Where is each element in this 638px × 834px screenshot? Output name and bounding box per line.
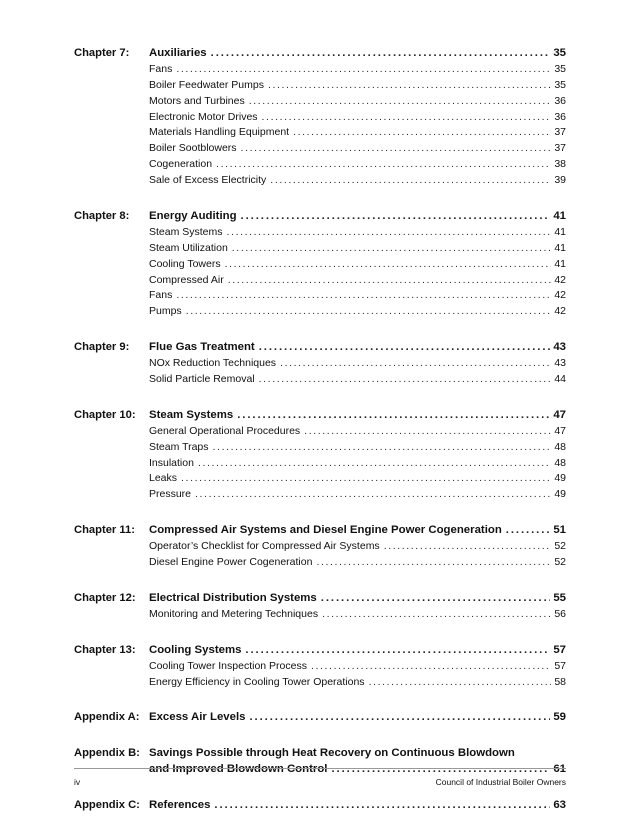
- page-number: 51: [553, 524, 566, 537]
- toc-entry: [149, 304, 566, 320]
- page-number: 41: [554, 241, 566, 254]
- section-title: Monitoring and Metering Techniques: [149, 607, 319, 620]
- section-title: Cooling Towers: [149, 257, 221, 270]
- toc-entry: [149, 408, 566, 424]
- toc-section-row[interactable]: [74, 304, 566, 320]
- toc-chapter: [74, 209, 566, 320]
- chapter-title: and Improved Blowdown Control: [149, 763, 328, 776]
- toc-section-row[interactable]: [74, 555, 566, 571]
- toc-chapter: [74, 643, 566, 691]
- dot-leader: [225, 257, 552, 273]
- dot-leader: [211, 46, 551, 62]
- section-title: Pumps: [149, 305, 182, 318]
- dot-leader: [213, 440, 552, 456]
- page-number: 63: [553, 799, 566, 812]
- page-number: 36: [554, 94, 566, 107]
- chapter-label: Chapter 10:: [74, 408, 136, 421]
- toc-entry: [149, 110, 566, 126]
- section-title: Materials Handling Equipment: [149, 126, 290, 139]
- toc-entry: [149, 241, 566, 257]
- page-number: 58: [554, 675, 566, 688]
- dot-leader: [262, 110, 552, 126]
- page-number: 55: [553, 591, 566, 604]
- section-title: Fans: [149, 62, 173, 75]
- page-number: 41: [554, 225, 566, 238]
- page-number: 47: [553, 408, 566, 421]
- toc-entry: [149, 675, 566, 691]
- page-number: 59: [553, 711, 566, 724]
- toc-entry: [149, 440, 566, 456]
- dot-leader: [232, 241, 552, 257]
- dot-leader: [304, 424, 551, 440]
- dot-leader: [322, 607, 551, 623]
- toc-section-row[interactable]: [74, 607, 566, 623]
- section-title: Fans: [149, 289, 173, 302]
- chapter-label: Chapter 7:: [74, 47, 130, 59]
- footer-page-number: iv: [74, 777, 81, 787]
- footer-publisher: Council of Industrial Boiler Owners: [435, 777, 566, 787]
- toc-section-row[interactable]: [74, 78, 566, 94]
- toc-entry: [149, 762, 566, 778]
- toc-entry: [149, 340, 566, 356]
- chapter-title: Energy Auditing: [149, 210, 237, 223]
- toc-entry: [149, 710, 566, 726]
- dot-leader: [195, 487, 551, 503]
- toc-chapter-row[interactable]: [74, 643, 566, 659]
- page-number: 49: [554, 488, 566, 501]
- chapter-title: Cooling Systems: [149, 643, 242, 656]
- toc-entry: [149, 798, 566, 814]
- page-number: 37: [554, 126, 566, 139]
- dot-leader: [181, 471, 551, 487]
- chapter-title: Excess Air Levels: [149, 711, 246, 724]
- section-title: Diesel Engine Power Cogeneration: [149, 556, 313, 569]
- toc-section-row[interactable]: [74, 356, 566, 372]
- toc-section-row[interactable]: [74, 288, 566, 304]
- toc-chapter: [74, 523, 566, 571]
- page-number: 35: [553, 47, 566, 59]
- toc-section-row[interactable]: [74, 94, 566, 110]
- toc-entry: [149, 46, 566, 62]
- page-number: 42: [554, 289, 566, 302]
- chapter-title: Auxiliaries: [149, 47, 207, 59]
- section-title: NOx Reduction Techniques: [149, 357, 277, 370]
- chapter-title: References: [149, 799, 211, 812]
- page-number: 48: [554, 440, 566, 453]
- dot-leader: [259, 372, 552, 388]
- toc-entry: [149, 273, 566, 289]
- section-title: Insulation: [149, 456, 194, 469]
- dot-leader: [227, 225, 552, 241]
- page-number: 39: [554, 174, 566, 187]
- toc-section-row[interactable]: [74, 456, 566, 472]
- toc-chapter: [74, 746, 566, 778]
- dot-leader: [176, 288, 551, 304]
- toc-chapter: [74, 710, 566, 726]
- dot-leader: [369, 675, 552, 691]
- toc-chapter-row[interactable]: [74, 209, 566, 225]
- toc-chapter-row[interactable]: [74, 408, 566, 424]
- page-number: 49: [554, 472, 566, 485]
- toc-section-row[interactable]: [74, 471, 566, 487]
- section-title: Cooling Tower Inspection Process: [149, 659, 307, 672]
- dot-leader: [293, 125, 551, 141]
- page-number: 35: [554, 78, 566, 91]
- page-number: 41: [554, 257, 566, 270]
- toc-section-row[interactable]: [74, 440, 566, 456]
- toc-section-row[interactable]: [74, 273, 566, 289]
- dot-leader: [270, 173, 551, 189]
- dot-leader: [249, 710, 550, 726]
- dot-leader: [311, 659, 551, 675]
- page-number: 43: [554, 357, 566, 370]
- toc-entry: [149, 141, 566, 157]
- chapter-label: Appendix A:: [74, 711, 140, 724]
- section-title: Steam Traps: [149, 440, 209, 453]
- dot-leader: [176, 62, 551, 78]
- page-number: 52: [554, 540, 566, 553]
- dot-leader: [186, 304, 552, 320]
- toc-entry: [149, 487, 566, 503]
- page-number: 57: [554, 659, 566, 672]
- toc-entry: [149, 659, 566, 675]
- toc-chapter-row[interactable]: [74, 46, 566, 62]
- chapter-label: Chapter 13:: [74, 643, 136, 656]
- section-title: Energy Efficiency in Cooling Tower Operations: [149, 675, 365, 688]
- section-title: Sale of Excess Electricity: [149, 174, 267, 187]
- section-title: Boiler Sootblowers: [149, 142, 237, 155]
- chapter-title: Savings Possible through Heat Recovery on Continuous Blowdown: [149, 747, 515, 760]
- page-number: 37: [554, 142, 566, 155]
- section-title: Pressure: [149, 488, 192, 501]
- section-title: Leaks: [149, 472, 178, 485]
- chapter-title: Steam Systems: [149, 408, 234, 421]
- page-number: 41: [553, 210, 566, 223]
- toc-entry: [149, 288, 566, 304]
- chapter-label: Chapter 8:: [74, 210, 130, 223]
- dot-leader: [214, 798, 550, 814]
- section-title: Motors and Turbines: [149, 94, 245, 107]
- toc-chapter-row[interactable]: [74, 523, 566, 539]
- page-number: 52: [554, 556, 566, 569]
- page-number: 61: [553, 763, 566, 776]
- dot-leader: [245, 643, 550, 659]
- section-title: Boiler Feedwater Pumps: [149, 78, 264, 91]
- toc-section-row[interactable]: [74, 539, 566, 555]
- dot-leader: [506, 523, 551, 539]
- toc-section-row[interactable]: [74, 257, 566, 273]
- dot-leader: [237, 408, 550, 424]
- chapter-title: Compressed Air Systems and Diesel Engine Power Cogeneration: [149, 524, 502, 537]
- page-number: 43: [553, 341, 566, 354]
- toc-chapter-row[interactable]: [74, 798, 566, 814]
- toc-entry: [149, 94, 566, 110]
- toc-entry: [149, 555, 566, 571]
- chapter-label: Appendix B:: [74, 747, 140, 760]
- section-title: Operator’s Checklist for Compressed Air Systems: [149, 540, 380, 553]
- toc-entry: [149, 523, 566, 539]
- toc-entry: [149, 746, 566, 762]
- section-title: Steam Utilization: [149, 241, 228, 254]
- toc-entry: [149, 257, 566, 273]
- page-number: 35: [554, 62, 566, 75]
- dot-leader: [259, 340, 551, 356]
- dot-leader: [268, 78, 551, 94]
- toc-section-row[interactable]: [74, 372, 566, 388]
- dot-leader: [316, 555, 551, 571]
- toc-chapter-row[interactable]: [74, 762, 566, 778]
- toc-section-row[interactable]: [74, 125, 566, 141]
- toc-chapter-row[interactable]: [74, 746, 566, 762]
- toc-entry: [149, 356, 566, 372]
- toc-section-row[interactable]: [74, 241, 566, 257]
- page-number: 56: [554, 607, 566, 620]
- toc-entry: [149, 456, 566, 472]
- page-number: 48: [554, 456, 566, 469]
- toc-entry: [149, 471, 566, 487]
- chapter-title: Flue Gas Treatment: [149, 341, 255, 354]
- toc-chapter: [74, 408, 566, 503]
- page-number: 44: [554, 373, 566, 386]
- toc-chapter-row[interactable]: [74, 340, 566, 356]
- toc-chapter: [74, 46, 566, 189]
- toc-entry: [149, 78, 566, 94]
- dot-leader: [331, 762, 550, 778]
- chapter-label: Chapter 9:: [74, 341, 130, 354]
- toc-chapter-row[interactable]: [74, 591, 566, 607]
- page-number: 38: [554, 158, 566, 171]
- toc-entry: [149, 173, 566, 189]
- section-title: Solid Particle Removal: [149, 373, 255, 386]
- toc-section-row[interactable]: [74, 225, 566, 241]
- dot-leader: [321, 591, 551, 607]
- toc-section-row[interactable]: [74, 141, 566, 157]
- dot-leader: [249, 94, 552, 110]
- toc-entry: [149, 607, 566, 623]
- toc-entry: [149, 209, 566, 225]
- section-title: Electronic Motor Drives: [149, 110, 258, 123]
- toc-chapter: [74, 340, 566, 388]
- chapter-title: Electrical Distribution Systems: [149, 591, 317, 604]
- toc-entry: [149, 643, 566, 659]
- toc-chapter-row[interactable]: [74, 710, 566, 726]
- table-of-contents: [74, 46, 566, 834]
- toc-section-row[interactable]: [74, 424, 566, 440]
- chapter-label: Chapter 11:: [74, 524, 135, 537]
- section-title: Steam Systems: [149, 225, 223, 238]
- page-number: 42: [554, 305, 566, 318]
- toc-entry: [149, 125, 566, 141]
- page-number: 42: [554, 273, 566, 286]
- toc-section-row[interactable]: [74, 675, 566, 691]
- toc-section-row[interactable]: [74, 110, 566, 126]
- toc-entry: [149, 157, 566, 173]
- toc-section-row[interactable]: [74, 157, 566, 173]
- dot-leader: [241, 141, 552, 157]
- section-title: Cogeneration: [149, 158, 213, 171]
- dot-leader: [198, 456, 551, 472]
- dot-leader: [280, 356, 551, 372]
- dot-leader: [228, 273, 552, 289]
- chapter-label: Chapter 12:: [74, 591, 136, 604]
- toc-entry: [149, 424, 566, 440]
- dot-leader: [384, 539, 552, 555]
- toc-section-row[interactable]: [74, 173, 566, 189]
- page-number: 47: [554, 424, 566, 437]
- page-number: 36: [554, 110, 566, 123]
- toc-entry: [149, 62, 566, 78]
- toc-chapter: [74, 591, 566, 623]
- section-title: Compressed Air: [149, 273, 224, 286]
- dot-leader: [216, 157, 551, 173]
- toc-section-row[interactable]: [74, 659, 566, 675]
- toc-entry: [149, 539, 566, 555]
- dot-leader: [241, 209, 551, 225]
- page-number: 57: [553, 643, 566, 656]
- toc-section-row[interactable]: [74, 62, 566, 78]
- toc-section-row[interactable]: [74, 487, 566, 503]
- chapter-label: Appendix C:: [74, 799, 140, 812]
- section-title: General Operational Procedures: [149, 424, 301, 437]
- toc-chapter: [74, 798, 566, 814]
- toc-entry: [149, 372, 566, 388]
- toc-entry: [149, 225, 566, 241]
- toc-entry: [149, 591, 566, 607]
